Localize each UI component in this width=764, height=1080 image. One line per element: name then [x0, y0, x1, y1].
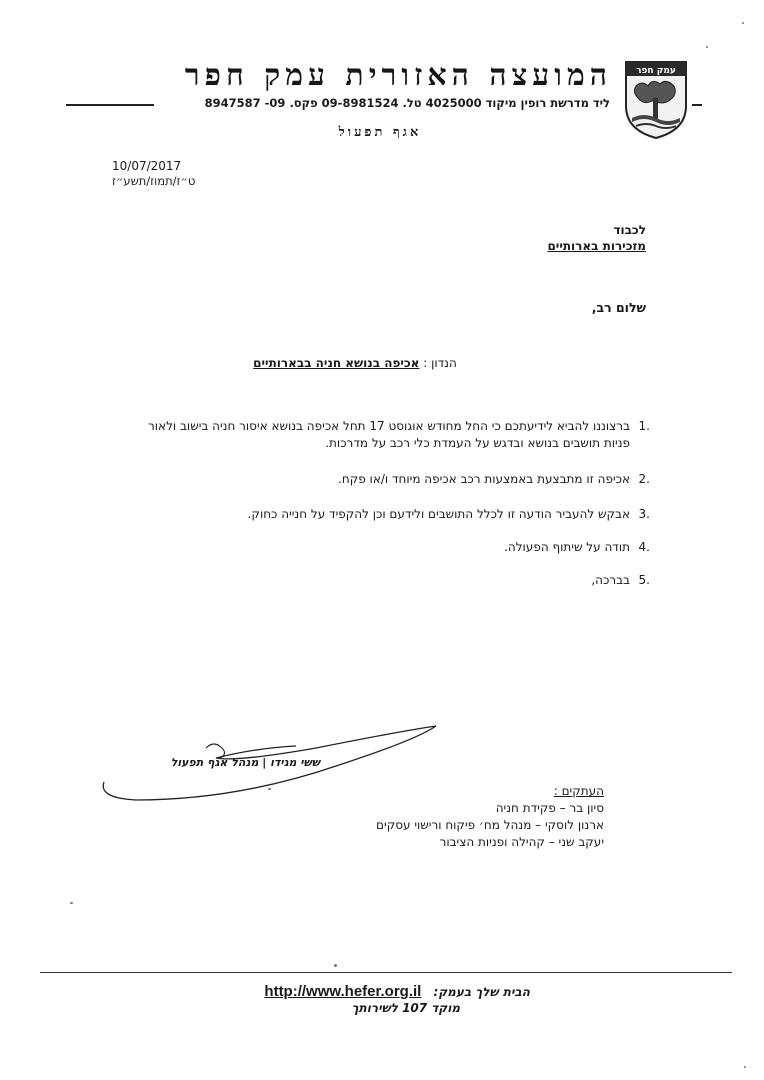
- body-item-3: [120, 506, 650, 523]
- subject-label: הנדון :: [423, 356, 457, 370]
- council-name: המועצה האזורית עמק חפר: [184, 58, 612, 93]
- item-text: אבקש להעביר הודעה זו לכלל התושבים ולידעם וכן להקפיד על חנייה כחוק.: [247, 507, 630, 521]
- scan-speck: [70, 902, 73, 904]
- subject-line: [200, 356, 510, 374]
- header-rule-left: [66, 104, 154, 106]
- emblem-shield-icon: [622, 56, 690, 140]
- signatory-name: ששי מגידו | מנהל אגף תפעול: [170, 756, 320, 769]
- date-hebrew: ט״ז/תמוז/תשע״ז: [112, 174, 196, 188]
- council-address: ליד מדרשת רופין מיקוד 4025000 טל. 09-8981524 פקס. 09- 8947587: [204, 96, 610, 110]
- scan-speck: [334, 964, 337, 967]
- council-emblem: [622, 56, 690, 140]
- footer-tagline: הבית שלך בעמק:: [433, 985, 530, 999]
- item-text: תודה על שיתוף הפעולה.: [504, 540, 630, 554]
- scan-speck: [706, 46, 708, 48]
- scan-speck: [744, 1066, 746, 1068]
- item-number: 1.: [638, 419, 650, 433]
- greeting: שלום רב,: [591, 300, 646, 315]
- copies-label: העתקים :: [553, 784, 604, 798]
- date-gregorian: 10/07/2017: [112, 159, 182, 173]
- item-number: 4.: [638, 540, 650, 554]
- item-text: ברצוננו להביא לידיעתכם כי החל מחודש אוגוסט 17 תחל אכיפה בנושא איסור חניה בישוב ולאור פניות תושבים בנושא ובדגש על העמדת כלי רכב על מדרכות.: [148, 419, 630, 450]
- scan-speck: [268, 788, 271, 790]
- item-number: 2.: [638, 472, 650, 486]
- subject-value: אכיפה בנושא חניה בבארותיים: [253, 356, 420, 370]
- department-name: אגף תפעול: [338, 125, 422, 140]
- item-number: 5.: [638, 573, 650, 587]
- body-item-5: [120, 572, 650, 589]
- recipient-name: מזכירות בארותיים: [547, 239, 646, 253]
- copies-item: יעקב שני – קהילה ופניות הציבור: [439, 835, 604, 849]
- body-item-1: [120, 418, 650, 452]
- footer-hotline: מוקד 107 לשירותך: [351, 1001, 460, 1015]
- emblem-caption: עמק חפר: [636, 66, 676, 76]
- footer-tagline-row: [200, 983, 530, 1003]
- item-text: בברכה,: [591, 573, 630, 587]
- footer-rule: [40, 972, 732, 973]
- body-item-2: [120, 471, 650, 488]
- body-item-4: [120, 539, 650, 556]
- recipient-label: לכבוד: [613, 223, 646, 237]
- item-text: אכיפה זו מתבצעת באמצעות רכב אכיפה מיוחד ו/או פקח.: [338, 472, 630, 486]
- copies-item: ארנון לוסקי – מנהל מח׳ פיקוח ורישוי עסקים: [376, 818, 604, 832]
- copies-item: סיון בר – פקידת חניה: [495, 801, 604, 815]
- header-rule-right: [692, 104, 702, 106]
- scan-speck: [742, 22, 744, 24]
- item-number: 3.: [638, 507, 650, 521]
- footer-website-link[interactable]: http://www.hefer.org.il: [264, 983, 422, 1000]
